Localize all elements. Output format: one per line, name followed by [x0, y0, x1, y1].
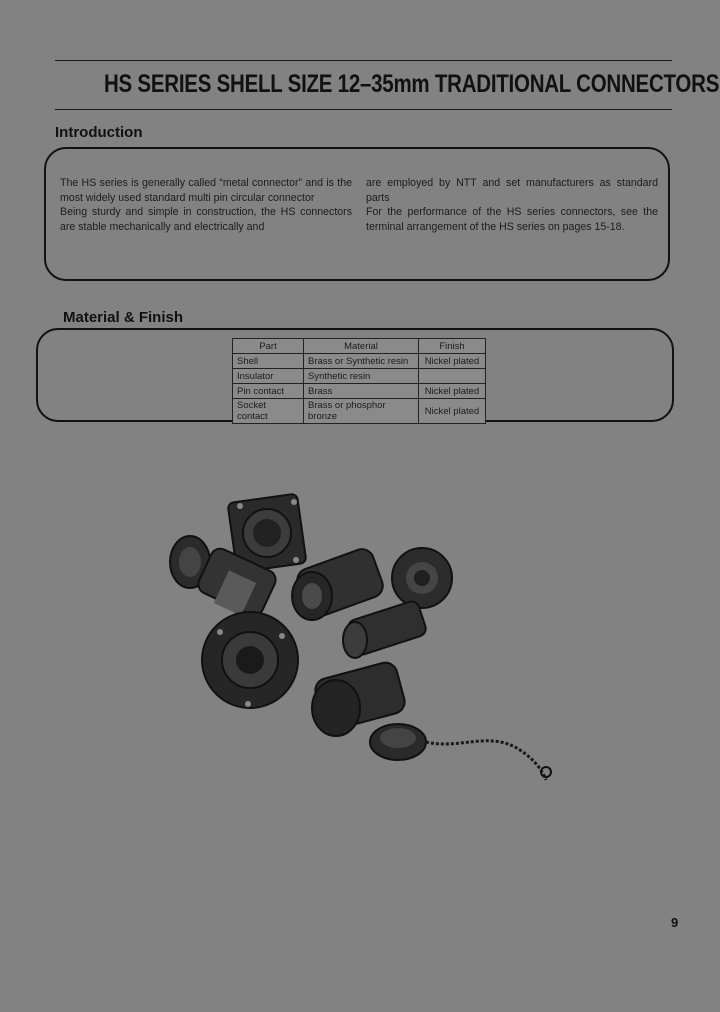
material-finish-table: [232, 338, 486, 424]
table-row: [233, 399, 486, 424]
round-flange-receptacle: [392, 548, 452, 608]
page-number: 9: [671, 915, 679, 930]
material-finish-heading: Material & Finish: [63, 309, 184, 326]
cell-part: Socket contact: [233, 399, 304, 424]
top-rule: [55, 60, 672, 61]
connectors-photo: [150, 480, 570, 800]
cell-material: Brass or Synthetic resin: [304, 354, 419, 369]
intro-left-paragraph-2: Being sturdy and simple in construction, the HS connectors are stable mechanically and electrically and: [60, 206, 352, 233]
introduction-left-column: [60, 176, 352, 234]
table-row: [233, 354, 486, 369]
cell-part: Insulator: [233, 369, 304, 384]
introduction-heading: Introduction: [55, 124, 143, 141]
cell-part: Shell: [233, 354, 304, 369]
large-round-flange-receptacle: [202, 612, 298, 708]
cell-material: Brass or phosphor bronze: [304, 399, 419, 424]
cell-material: Synthetic resin: [304, 369, 419, 384]
cell-finish: [419, 369, 486, 384]
introduction-right-column: [366, 176, 658, 234]
intro-right-paragraph-1: are employed by NTT and set manufacturers as standard parts: [366, 177, 658, 204]
cell-finish: Nickel plated: [419, 384, 486, 399]
column-header-part: Part: [233, 339, 304, 354]
cell-finish: Nickel plated: [419, 399, 486, 424]
cylindrical-plug-connector: [343, 599, 428, 658]
intro-left-paragraph-1: The HS series is generally called “metal connector” and is the most widely used standard multi pin circular connector: [60, 177, 352, 204]
table-row: [233, 384, 486, 399]
cell-part: Pin contact: [233, 384, 304, 399]
cell-finish: Nickel plated: [419, 354, 486, 369]
column-header-finish: Finish: [419, 339, 486, 354]
dust-cap-with-chain: [370, 724, 551, 780]
intro-right-paragraph-2: For the performance of the HS series connectors, see the terminal arrangement of the HS series on pages 15-18.: [366, 206, 658, 233]
column-header-material: Material: [304, 339, 419, 354]
introduction-panel: [44, 147, 670, 281]
cell-material: Brass: [304, 384, 419, 399]
table-header-row: [233, 339, 486, 354]
title-underline: [55, 109, 672, 110]
page-title: HS SERIES SHELL SIZE 12–35mm TRADITIONAL CONNECTORS: [104, 70, 720, 98]
table-row: [233, 369, 486, 384]
